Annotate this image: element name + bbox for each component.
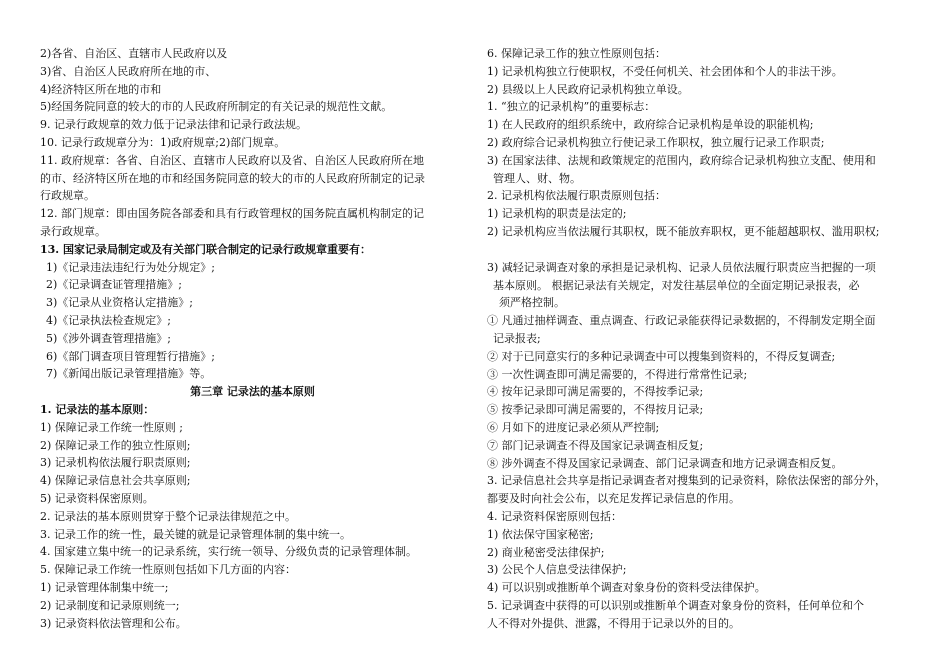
text-line: 1) 在人民政府的组织系统中，政府综合记录机构是单设的职能机构;: [487, 118, 814, 132]
text-line: 4. 记录资料保密原则包括：: [487, 509, 622, 523]
right-column: [487, 45, 917, 633]
text-line: 3) 公民个人信息受法律保护;: [487, 563, 627, 577]
text-line: 5)《涉外调查管理措施》;: [46, 331, 171, 345]
text-line: ① 凡通过抽样调查、重点调查、行政记录能获得记录数据的，不得制发定期全面: [487, 314, 876, 328]
text-line: 10. 记录行政规章分为：1)政府规章;2)部门规章。: [40, 135, 286, 149]
text-line: 2)《记录调查证管理措施》;: [46, 278, 182, 292]
text-line: 3)省、自治区人民政府所在地的市、: [40, 64, 217, 78]
text-line: 11. 政府规章：各省、自治区、直辖市人民政府以及省、自治区人民政府所在地: [40, 153, 424, 167]
text-line: 3. 记录信息社会共享是指记录调查者对搜集到的记录资料，除依法保密的部分外，: [487, 474, 886, 488]
text-line: 2) 记录机构应当依法履行其职权，既不能放弃职权，更不能超越职权、滥用职权;: [487, 224, 880, 238]
text-line: 1) 记录机构的职责是法定的;: [487, 207, 627, 221]
text-line: 13. 国家记录局制定或及有关部门联合制定的记录行政规章重要有：: [40, 242, 371, 256]
text-line: 2)各省、自治区、直辖市人民政府以及: [40, 47, 228, 60]
text-line: 3) 在国家法律、法规和政策规定的范围内，政府综合记录机构独立支配、使用和: [487, 153, 876, 167]
text-line: 4)经济特区所在地的市和: [40, 82, 162, 96]
text-line: ⑧ 涉外调查不得及国家记录调查、部门记录调查和地方记录调查相反复。: [487, 456, 843, 470]
text-line: 5) 记录资料保密原则。: [40, 491, 154, 505]
text-line: 6. 保障记录工作的独立性原则包括：: [487, 47, 666, 60]
text-line: ④ 按年记录即可满足需要的，不得按季记录;: [487, 385, 704, 399]
text-line: ② 对于已同意实行的多种记录调查中可以搜集到资料的，不得反复调查;: [487, 349, 836, 363]
text-line: 基本原则。 根据记录法有关规定，对发往基层单位的全面定期记录报表，必: [493, 278, 860, 292]
text-line: 1) 记录管理体制集中统一;: [40, 580, 169, 594]
text-line: 4)《记录执法检查规定》;: [46, 313, 171, 327]
text-line: 1. “独立的记录机构”的重要标志：: [487, 100, 656, 114]
text-line: 1. 记录法的基本原则：: [40, 402, 155, 416]
text-line: 2) 记录制度和记录原则统一;: [40, 598, 180, 612]
text-line: 行政规章。: [40, 189, 95, 203]
text-line: 3) 记录资料依法管理和公布。: [40, 616, 187, 630]
text-line: 2) 政府综合记录机构独立行使记录工作职权，独立履行记录工作职责;: [487, 135, 825, 149]
text-line: 4. 国家建立集中统一的记录系统，实行统一领导、分级负责的记录管理体制。: [40, 545, 417, 559]
text-line: 2. 记录法的基本原则贯穿于整个记录法律规范之中。: [40, 509, 296, 523]
text-line: 12. 部门规章：即由国务院各部委和具有行政管理权的国务院直属机构制定的记: [40, 207, 424, 221]
text-line: 3. 记录工作的统一性，最关键的就是记录管理体制的集中统一。: [40, 527, 351, 541]
text-line: 4) 保障记录信息社会共享原则;: [40, 474, 191, 488]
text-line: 5. 记录调查中获得的可以识别或推断单个调查对象身份的资料，任何单位和个: [487, 598, 864, 612]
chapter-heading: 第三章 记录法的基本原则: [190, 385, 315, 399]
text-line: 1) 记录机构独立行使职权，不受任何机关、社会团体和个人的非法干涉。: [487, 64, 843, 78]
text-line: ⑥ 月如下的进度记录必须从严控制;: [487, 420, 660, 434]
text-line: 9. 记录行政规章的效力低于记录法律和记录行政法规。: [40, 118, 307, 132]
text-line: 管理人、财、物。: [493, 171, 581, 185]
text-line: 5)经国务院同意的较大的市的人民政府所制定的有关记录的规范性文献。: [40, 100, 393, 114]
text-line: 录行政规章。: [40, 224, 106, 238]
text-line: 2. 记录机构依法履行职责原则包括：: [487, 189, 666, 203]
text-line: 3) 减轻记录调查对象的承担是记录机构、记录人员依法履行职责应当把握的一项: [487, 260, 876, 274]
text-line: ⑦ 部门记录调查不得及国家记录调查相反复;: [487, 438, 704, 452]
text-line: ⑤ 按季记录即可满足需要的，不得按月记录;: [487, 403, 704, 417]
text-line: 3)《记录从业资格认定措施》;: [46, 296, 193, 310]
text-line: 须严格控制。: [499, 296, 565, 310]
text-line: ③ 一次性调查即可满足需要的，不得进行常常性记录;: [487, 367, 748, 381]
text-line: 的市、经济特区所在地的市和经国务院同意的较大的市的人民政府所制定的记录: [40, 171, 425, 185]
text-line: 2) 县级以上人民政府记录机构独立单设。: [487, 82, 689, 96]
text-line: 6)《部门调查项目管理暂行措施》;: [46, 349, 215, 363]
text-line: 1) 保障记录工作统一性原则 ;: [40, 420, 183, 434]
text-line: 记录报表;: [493, 331, 541, 345]
text-line: 人不得对外提供、泄露，不得用于记录以外的目的。: [487, 616, 740, 630]
spacer: [487, 241, 917, 259]
text-line: 2) 商业秘密受法律保护;: [487, 545, 605, 559]
text-line: 1)《记录违法违纪行为处分规定》;: [46, 260, 215, 274]
text-line: 4) 可以识别或推断单个调查对象身份的资料受法律保护。: [487, 581, 766, 595]
text-line: 5. 保障记录工作统一性原则包括如下几方面的内容：: [40, 563, 296, 577]
text-line: 1) 依法保守国家秘密;: [487, 527, 594, 541]
text-line: 7)《新闻出版记录管理措施》等。: [46, 367, 212, 381]
text-line: 3) 记录机构依法履行职责原则;: [40, 456, 191, 470]
left-column: [40, 45, 465, 632]
text-line: 都要及时向社会公布，以充足发挥记录信息的作用。: [487, 492, 740, 506]
text-line: 2) 保障记录工作的独立性原则;: [40, 438, 191, 452]
